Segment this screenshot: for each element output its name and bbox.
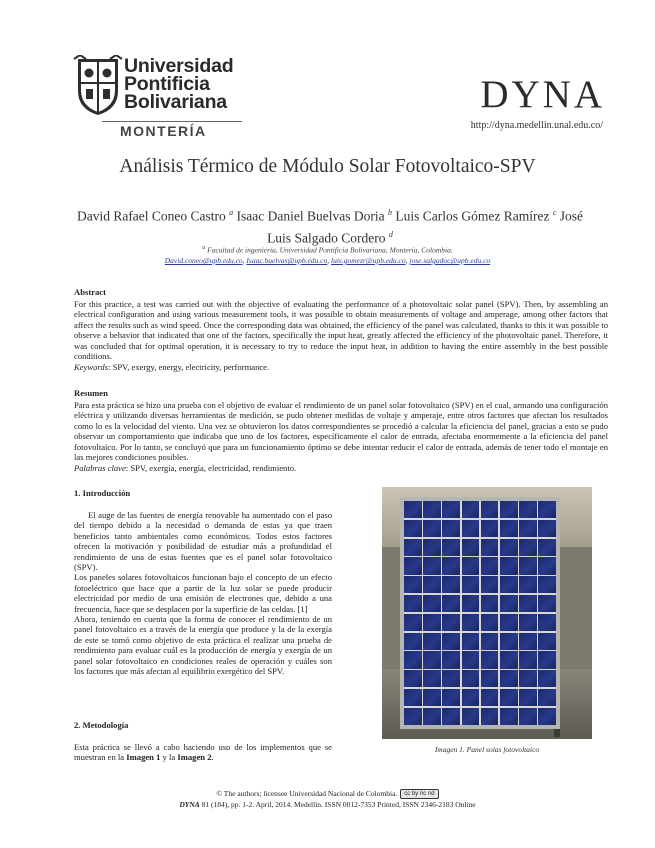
solar-cell xyxy=(462,633,480,650)
footer-journal-name: DYNA xyxy=(179,800,200,809)
solar-cell xyxy=(500,708,518,725)
solar-cell xyxy=(404,520,422,537)
author-mark: b xyxy=(388,208,392,217)
solar-cell xyxy=(442,633,460,650)
keywords-values: : SPV, exergy, energy, electricity, performance. xyxy=(108,361,270,372)
solar-cell xyxy=(538,576,556,593)
intro-paragraph: El auge de las fuentes de energía renovable ha aumentado con el paso del tiempo debido a la necesidad o demanda de estas ya que traen beneficios tanto ambientales como económicos. Todos estos factores ofrecen la motivación y posibilidad de estudiar más a profundidad el rendimiento de una de estas fuentes que es el panel solar fotovoltaico (SPV). xyxy=(74,510,332,573)
solar-cell xyxy=(442,670,460,687)
metodologia-text: . xyxy=(211,752,214,763)
solar-cell xyxy=(500,614,518,631)
intro-heading: 1. Introducción xyxy=(74,488,131,498)
solar-cell xyxy=(500,670,518,687)
solar-cell xyxy=(462,595,480,612)
solar-cell xyxy=(481,501,499,518)
solar-cell xyxy=(462,520,480,537)
university-name xyxy=(124,57,233,111)
solar-cell xyxy=(500,633,518,650)
solar-cell xyxy=(519,633,537,650)
solar-cell xyxy=(462,539,480,556)
author-mark: c xyxy=(552,208,557,217)
solar-cell xyxy=(442,501,460,518)
keywords-label: Keywords xyxy=(74,361,109,372)
figure-caption: Imagen 1. Panel solas fotovoltaico xyxy=(434,745,540,754)
solar-cell xyxy=(481,520,499,537)
resumen-keywords xyxy=(74,463,608,474)
solar-cell xyxy=(519,614,537,631)
journal-name: DYNA xyxy=(480,73,605,116)
solar-cell xyxy=(500,576,518,593)
email-link[interactable]: David.coneo@upb.edu.co xyxy=(164,256,243,265)
solar-cell xyxy=(442,557,460,574)
solar-cell xyxy=(538,595,556,612)
metodologia-body xyxy=(74,742,332,763)
figure-ref: Imagen 1 xyxy=(126,752,161,763)
solar-cell xyxy=(442,708,460,725)
solar-cell xyxy=(462,689,480,706)
solar-cell xyxy=(423,689,441,706)
solar-cell xyxy=(519,670,537,687)
solar-cell xyxy=(481,651,499,668)
copyright-text: © The authors; licensee Universidad Nacional de Colombia. xyxy=(216,789,398,798)
solar-cell xyxy=(423,557,441,574)
solar-cell xyxy=(538,614,556,631)
solar-cell xyxy=(538,689,556,706)
abstract-section xyxy=(74,287,608,372)
university-crest-icon xyxy=(72,55,124,117)
solar-cell xyxy=(462,614,480,631)
paper-title: Análisis Térmico de Módulo Solar Fotovoltaico-SPV xyxy=(119,156,536,177)
solar-cell xyxy=(404,651,422,668)
solar-cell xyxy=(462,557,480,574)
cc-license-icon: cc by nc nd xyxy=(400,789,438,799)
footer-copyright xyxy=(0,789,655,799)
solar-cell xyxy=(404,595,422,612)
solar-cell xyxy=(500,501,518,518)
author-list xyxy=(70,204,590,247)
solar-cell xyxy=(404,576,422,593)
solar-cell xyxy=(442,689,460,706)
intro-paragraph: Los paneles solares fotovoltaicos funcionan bajo el concepto de un efecto fotoeléctrico que hace que a partir de la luz solar se puede producir electricidad por medio de una emisión de electrones que, debido a una frecuencia, hace que se desplacen por la superficie de las celdas. [1] xyxy=(74,572,332,614)
resumen-body: Para esta práctica se hizo una prueba con el objetivo de evaluar el rendimiento de un panel solar fotovoltaico (SPV) en el cual, armando una configuración eléctrica y utilizando diversas herramientas de medición, se pudo obtener medidas de voltaje y amperaje, entre otros factores que afectan los resultados como lo es la velocidad del viento. Una vez se obtuvieron los datos correspondientes se procedió a calcular la eficiencia del panel, gracias a esto se pudo observar un comportamiento que indicaba que uno de los factores, específicamente el calor de entrada, afectaba enormemente a la eficiencia del panel fotovoltaico. Por lo tanto, se concluyó que para un funcionamiento óptimo se debe intentar reducir el calor de entrada, además de tener todo el montaje en las mejores condiciones posibles. xyxy=(74,399,608,462)
solar-cell xyxy=(423,651,441,668)
solar-cell xyxy=(519,708,537,725)
solar-cell xyxy=(481,576,499,593)
solar-cell xyxy=(423,614,441,631)
solar-cell xyxy=(500,651,518,668)
solar-cell xyxy=(500,539,518,556)
author-emails: David.coneo@upb.edu.co, Isaac.buelvas@upb.edu.co, luis.gomezr@upb.edu.co, jose.salgadoc@upb.edu.co xyxy=(164,256,491,265)
email-link[interactable]: Isaac.buelvas@upb.edu.co xyxy=(246,256,328,265)
metodologia-heading-block xyxy=(74,720,332,730)
logo-divider xyxy=(102,121,242,122)
solar-cell xyxy=(404,501,422,518)
solar-cell xyxy=(500,520,518,537)
resumen-section xyxy=(74,388,608,473)
solar-cell xyxy=(519,501,537,518)
author-mark: a xyxy=(229,208,234,217)
solar-cell xyxy=(423,501,441,518)
solar-cell xyxy=(423,520,441,537)
solar-cell xyxy=(519,539,537,556)
email-link[interactable]: jose.salgadoc@upb.edu.co xyxy=(409,256,491,265)
page-header xyxy=(0,0,655,150)
solar-cell xyxy=(538,539,556,556)
solar-cell xyxy=(538,651,556,668)
solar-cell xyxy=(519,595,537,612)
solar-cell xyxy=(519,651,537,668)
abstract-keywords xyxy=(74,362,608,373)
solar-panel-photo xyxy=(382,487,592,739)
citation-text: 81 (184), pp. 1-2. April, 2014. Medellín. ISSN 0012-7353 Printed, ISSN 2346-2183 Online xyxy=(199,800,476,809)
campus-name: MONTERÍA xyxy=(120,123,207,139)
solar-cell xyxy=(462,576,480,593)
solar-cell xyxy=(538,520,556,537)
solar-cell xyxy=(442,576,460,593)
solar-cell xyxy=(538,708,556,725)
solar-cell xyxy=(404,633,422,650)
solar-cell xyxy=(404,539,422,556)
solar-cell xyxy=(462,651,480,668)
solar-cell xyxy=(423,576,441,593)
solar-cell xyxy=(481,708,499,725)
university-name-line2: Pontificia xyxy=(124,73,210,95)
university-logo xyxy=(72,55,262,140)
solar-cell xyxy=(538,557,556,574)
intro-heading-block xyxy=(74,488,332,498)
author-name: Luis Carlos Gómez Ramírez xyxy=(395,208,550,224)
author-name: José Luis Salgado Cordero xyxy=(267,208,584,245)
metodologia-text: y la xyxy=(160,752,178,763)
solar-cell xyxy=(519,557,537,574)
solar-cell xyxy=(481,539,499,556)
solar-cell xyxy=(538,501,556,518)
author-name: Isaac Daniel Buelvas Doria xyxy=(236,208,385,224)
affiliation-mark: a xyxy=(202,245,206,251)
university-name-line3: Bolivariana xyxy=(124,91,227,113)
solar-panel xyxy=(400,497,560,729)
metodologia-heading: 2. Metodología xyxy=(74,720,129,730)
email-link[interactable]: luis.gomezr@upb.edu.co xyxy=(331,256,406,265)
solar-cell xyxy=(500,557,518,574)
solar-cell xyxy=(404,670,422,687)
solar-cell xyxy=(481,614,499,631)
solar-cell xyxy=(442,651,460,668)
palabras-clave-label: Palabras clave xyxy=(74,462,126,473)
solar-cell xyxy=(481,670,499,687)
solar-cell xyxy=(404,708,422,725)
intro-paragraph: Ahora, teniendo en cuenta que la forma de conocer el rendimiento de un panel fotovoltaico es a través de la energía que produce y la de la exergía de este se tomó como objetivo de esta práctica el realizar una prueba de rendimiento para evaluar cuál es la producción de energía y exergía de un panel solar fotovoltaico en condiciones reales de operación y cuáles son los factores que más afectan al equilibrio exergético del SPV. xyxy=(74,614,332,677)
solar-cell xyxy=(442,539,460,556)
solar-cell xyxy=(442,614,460,631)
solar-cell xyxy=(538,670,556,687)
journal-url[interactable]: http://dyna.medellin.unal.edu.co/ xyxy=(470,120,603,131)
solar-cell xyxy=(481,689,499,706)
author-mark: d xyxy=(388,229,393,239)
figure-ref: Imagen 2 xyxy=(177,752,212,763)
solar-cell-grid xyxy=(404,501,556,725)
footer-citation xyxy=(0,800,655,809)
solar-cell xyxy=(423,539,441,556)
solar-cell xyxy=(404,614,422,631)
university-name-line1: Universidad xyxy=(124,55,234,77)
affiliation-text: Facultad de ingeniería, Universidad Pontificia Bolivariana, Montería, Colombia. xyxy=(207,245,453,255)
solar-cell xyxy=(404,689,422,706)
solar-cell xyxy=(423,595,441,612)
solar-cell xyxy=(462,670,480,687)
solar-cell xyxy=(423,633,441,650)
affiliation xyxy=(0,245,655,255)
solar-cell xyxy=(519,520,537,537)
solar-cell xyxy=(519,576,537,593)
solar-cell xyxy=(481,633,499,650)
solar-cell xyxy=(423,708,441,725)
palabras-clave-values: : SPV, exergía, energía, electricidad, rendimiento. xyxy=(125,462,297,473)
author-name: David Rafael Coneo Castro xyxy=(76,208,226,224)
solar-cell xyxy=(481,557,499,574)
solar-cell xyxy=(404,557,422,574)
resumen-heading: Resumen xyxy=(74,388,108,398)
solar-cell xyxy=(538,633,556,650)
solar-cell xyxy=(462,501,480,518)
metodologia-text: Esta práctica se llevó a cabo haciendo uso de los implementos que se muestran en la xyxy=(74,742,332,763)
solar-cell xyxy=(423,670,441,687)
solar-cell xyxy=(442,595,460,612)
abstract-body: For this practice, a test was carried out with the objective of evaluating the performance of a photovoltaic solar panel (SPV). Then, by assembling an electrical configuration and using various measurement tools, it was possible to obtain measurements of voltage and amperage, among other factors that affect the results such as wind speed. Once the corresponding data was obtained, the efficiency of the panel was calculated, thanks to this it was possible to observe a behavior that indicated that one of the factors, specifically the input heat, greatly affected the efficiency of the photovoltaic panel. Therefore, it was concluded that for optimal operation, it is necessary to try to reduce the input heat, in addition to having the entire assembly in the best possible conditions. xyxy=(74,298,608,361)
intro-body xyxy=(74,510,332,677)
solar-cell xyxy=(481,595,499,612)
solar-cell xyxy=(500,595,518,612)
solar-cell xyxy=(519,689,537,706)
abstract-heading: Abstract xyxy=(74,287,106,297)
solar-cell xyxy=(462,708,480,725)
solar-cell xyxy=(500,689,518,706)
solar-cell xyxy=(442,520,460,537)
